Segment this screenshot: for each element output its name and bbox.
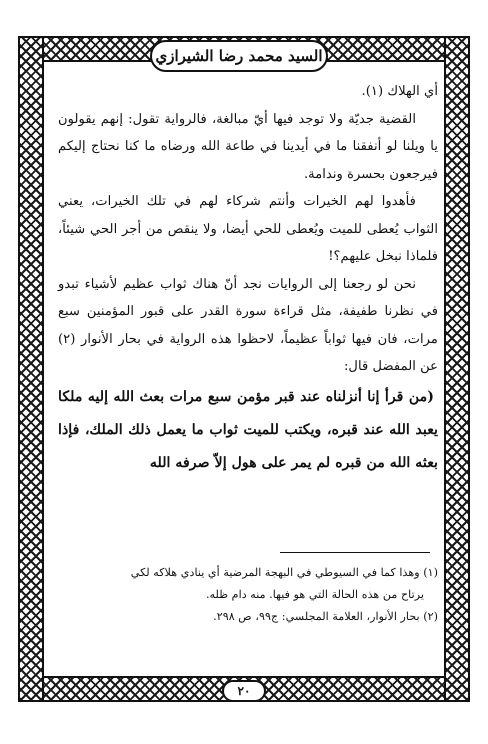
paragraph-1: أي الهلاك (١). <box>361 84 438 99</box>
paragraph-3: فأهدوا لهم الخيرات وأنتم شركاء لهم في تلك الخيرات، يعني الثواب يُعطى للميت ويُعطى للحي أيضا، ولا ينقص من أجر الحي شيئاً، فلماذا نبخل عليهم؟! <box>58 194 438 264</box>
page-body <box>58 78 438 480</box>
page-number: ٢٠ <box>237 684 251 698</box>
paragraph-2: القضية جديّة ولا توجد فيها أيّ مبالغة، فالرواية تقول: إنهم يقولون يا ويلنا لو أنفقنا ما في أيدينا في طاعة الله ورضاه ما كنا نحتاج إليكم فيرجعون بحسرة وندامة. <box>58 111 438 182</box>
page-number-plate <box>222 680 266 702</box>
header-title: السيد محمد رضا الشيرازي <box>155 47 323 65</box>
running-header <box>150 40 328 72</box>
border-left <box>18 36 44 702</box>
footnote-2: (٢) بحار الأنوار، العلامة المجلسي: ج٩٩، ص ٢٩٨. <box>213 610 438 623</box>
paragraph-4: نحن لو رجعنا إلى الروايات نجد أنّ هناك ثواب عظيم لأشياء تبدو في نظرنا طفيفة، مثل قراءة سورة القدر على قبور المؤمنين سبع مرات، فان فيها ثواباً عظيماً، لاحظوا هذه الرواية في بحار الأنوار (٢) عن المفضل قال: <box>58 276 438 374</box>
footnotes <box>58 562 438 628</box>
footnote-1: (١) وهذا كما في السيوطي في البهجة المرضية أي ينادي هلاكه لكي <box>130 566 438 579</box>
hadith-quote: (من قرأ إنا أنزلناه عند قبر مؤمن سبع مرات بعث الله إليه ملكا يعبد الله عند قبره، ويكتب للميت ثواب ما يعمل ذلك الملك، فإذا بعثه الله من قبره لم يمر على هول إلاّ صرفه الله <box>58 388 438 471</box>
footnote-separator <box>280 552 430 553</box>
border-right <box>444 36 470 702</box>
footnote-1-continued: يرتاح من هذه الحالة التي هو فيها. منه دام ظله. <box>205 588 424 601</box>
